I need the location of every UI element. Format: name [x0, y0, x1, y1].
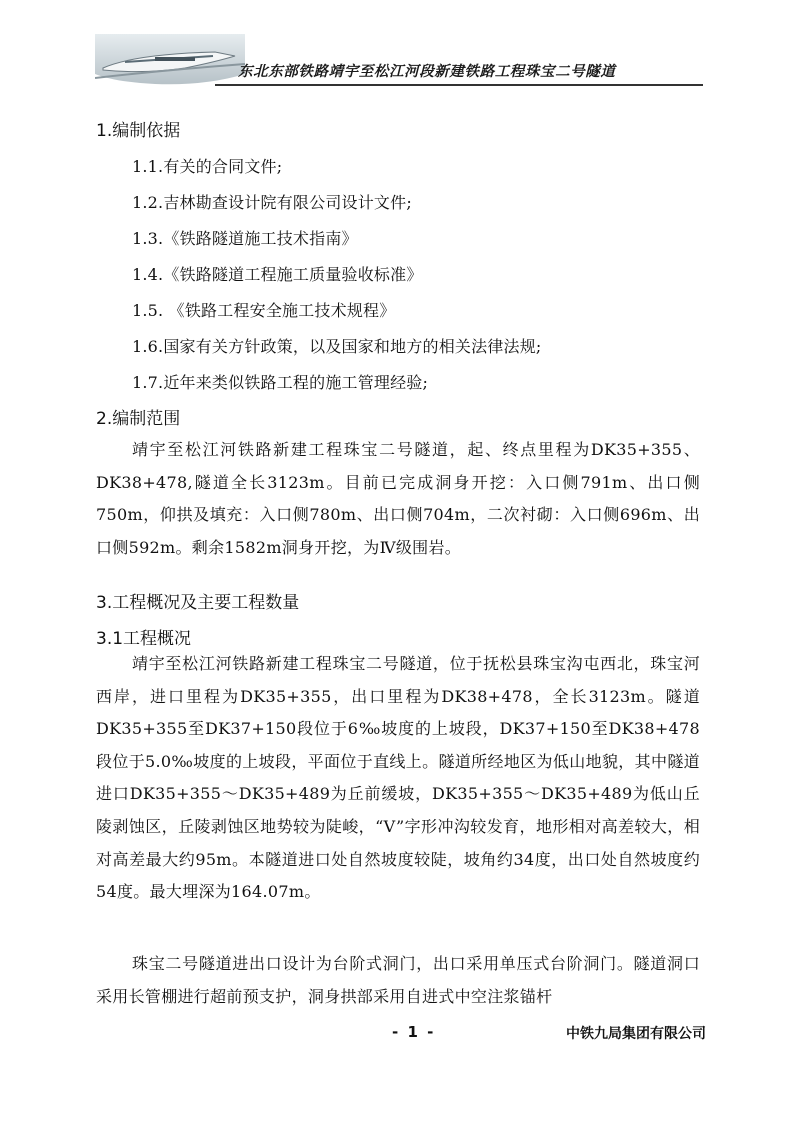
page-header: [95, 34, 705, 90]
section-3-heading: 3.工程概况及主要工程数量: [96, 593, 300, 613]
list-item: 1.3.《铁路隧道施工技术指南》: [132, 229, 358, 248]
section-1-heading: 1.编制依据: [96, 121, 181, 141]
section-3-1-heading: 3.1工程概况: [96, 629, 192, 649]
list-item: 1.4.《铁路隧道工程施工质量验收标准》: [132, 265, 423, 284]
list-item: 1.6.国家有关方针政策，以及国家和地方的相关法律法规;: [132, 337, 542, 356]
list-item: 1.2.吉林勘查设计院有限公司设计文件;: [132, 193, 412, 212]
list-item: 1.7.近年来类似铁路工程的施工管理经验;: [132, 373, 429, 392]
header-divider: [215, 84, 703, 86]
page-number: - 1 -: [392, 1023, 436, 1041]
header-title: 东北东部铁路靖宇至松江河段新建铁路工程珠宝二号隧道: [238, 63, 616, 80]
section-3-1-paragraph: 靖宇至松江河铁路新建工程珠宝二号隧道，位于抚松县珠宝沟屯西北，珠宝河西岸，进口里程为DK35+355，出口里程为DK38+478，全长3123m。隧道DK35+355至DK37+150段位于6‰坡度的上坡段，DK37+150至DK38+478段位于5.0‰坡度的上坡段，平面位于直线上。隧道所经地区为低山地貌，其中隧道进口DK35+355～DK35+489为丘前缓坡，DK35+355～DK35+489为低山丘陵剥蚀区，丘陵剥蚀区地势较为陡峻，“V”字形冲沟较发育，地形相对高差较大，相对高差最大约95m。本隧道进口处自然坡度较陡，坡角约34度，出口处自然坡度约54度。最大埋深为164.07m。: [96, 654, 700, 902]
list-item: 1.1.有关的合同文件;: [132, 157, 283, 176]
train-logo-icon: [95, 34, 245, 86]
section-3-1-paragraph-2: 珠宝二号隧道进出口设计为台阶式洞门，出口采用单压式台阶洞门。隧道洞口采用长管棚进行超前预支护，洞身拱部采用自进式中空注浆锚杆: [96, 954, 700, 1006]
company-name: 中铁九局集团有限公司: [566, 1026, 706, 1042]
section-2-heading: 2.编制范围: [96, 409, 181, 429]
list-item: 1.5. 《铁路工程安全施工技术规程》: [132, 301, 396, 320]
section-2-paragraph: 靖宇至松江河铁路新建工程珠宝二号隧道，起、终点里程为DK35+355、DK38+478,隧道全长3123m。目前已完成洞身开挖：入口侧791m、出口侧750m，仰拱及填充：入口侧780m、出口侧704m，二次衬砌：入口侧696m、出口侧592m。剩余1582m洞身开挖，为Ⅳ级围岩。: [96, 440, 700, 557]
